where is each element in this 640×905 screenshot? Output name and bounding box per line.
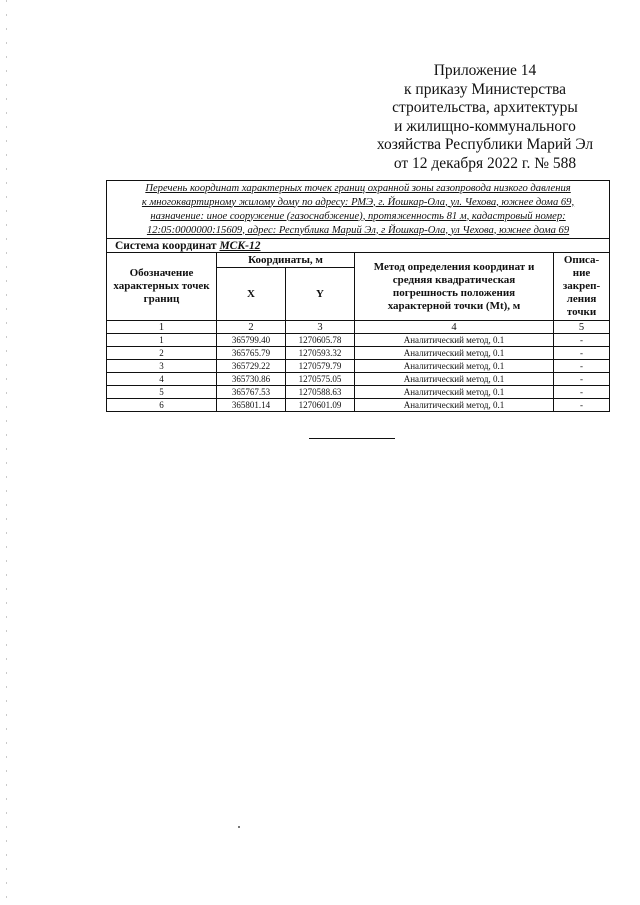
point-number: 6 [107,399,217,412]
table-row [107,386,610,399]
coordinate-system-row [107,239,610,253]
method-cell: Аналитический метод, 0.1 [355,360,554,373]
desc-cell: - [554,386,610,399]
desc-cell: - [554,373,610,386]
col-coords-header: Координаты, м [217,253,355,268]
column-number: 4 [355,321,554,334]
scan-speck [238,826,240,828]
method-cell: Аналитический метод, 0.1 [355,399,554,412]
table-title-line: к многоквартирному жилому дому по адресу: РМЭ, г. Йошкар-Ола, ул. Чехова, южнее дома 69, [141,196,575,208]
header-row-1 [107,253,610,268]
point-number: 1 [107,334,217,347]
point-number: 3 [107,360,217,373]
coord-x: 365767.53 [217,386,286,399]
method-cell: Аналитический метод, 0.1 [355,334,554,347]
point-number: 4 [107,373,217,386]
coord-y: 1270575.05 [286,373,355,386]
coordinate-system-value: МСК-12 [219,239,261,252]
table-row [107,347,610,360]
coord-y: 1270579.79 [286,360,355,373]
method-cell: Аналитический метод, 0.1 [355,386,554,399]
table-row [107,399,610,412]
coordinate-system-label: Система координат [115,239,217,252]
column-number-row [107,321,610,334]
header-line: строительства, архитектуры [392,99,578,116]
header-line: и жилищно-коммунального [394,117,576,135]
header-line: хозяйства Республики Марий Эл [376,136,594,153]
desc-cell: - [554,399,610,412]
col-x-header: X [217,268,286,321]
method-cell: Аналитический метод, 0.1 [355,373,554,386]
coord-y: 1270588.63 [286,386,355,399]
header-line: к приказу Министерства [404,80,566,98]
table-title-row [107,181,610,239]
column-number: 5 [554,321,610,334]
coord-x: 365730.86 [217,373,286,386]
appendix-header [350,62,620,173]
desc-cell: - [554,334,610,347]
coord-x: 365801.14 [217,399,286,412]
coordinate-system [107,239,610,253]
table-title-line: назначение: иное сооружение (газоснабжение), протяженность 81 м, кадастровый номер: [150,210,566,222]
table-title [107,181,610,239]
col-y-header: Y [286,268,355,321]
header-line: от 12 декабря 2022 г. № 588 [393,154,577,172]
method-cell: Аналитический метод, 0.1 [355,347,554,360]
table-title-line: Перечень координат характерных точек границ охранной зоны газопровода низкого давления [145,182,571,194]
table-row [107,360,610,373]
coord-y: 1270601.09 [286,399,355,412]
coord-x: 365765.79 [217,347,286,360]
scan-margin-dots [6,0,7,905]
col-method-header: Метод определения координат и средняя квадратическая погрешность положения характерной точки (Mt), м [355,253,554,321]
point-number: 2 [107,347,217,360]
coordinates-table [106,180,610,412]
table-row [107,373,610,386]
column-number: 1 [107,321,217,334]
col-point-header: Обозначение характерных точек границ [107,253,217,321]
coord-x: 365729.22 [217,360,286,373]
column-number: 2 [217,321,286,334]
column-number: 3 [286,321,355,334]
coord-x: 365799.40 [217,334,286,347]
col-desc-header: Описа-ние закреп-ления точки [554,253,610,321]
table-title-line: 12:05:0000000:15609, адрес: Республика Марий Эл, г Йошкар-Ола, ул Чехова, южнее дома 69 [146,224,570,236]
coord-y: 1270605.78 [286,334,355,347]
desc-cell: - [554,347,610,360]
closing-divider [309,438,395,439]
header-line: Приложение 14 [433,62,537,79]
desc-cell: - [554,360,610,373]
coord-y: 1270593.32 [286,347,355,360]
point-number: 5 [107,386,217,399]
table-row [107,334,610,347]
